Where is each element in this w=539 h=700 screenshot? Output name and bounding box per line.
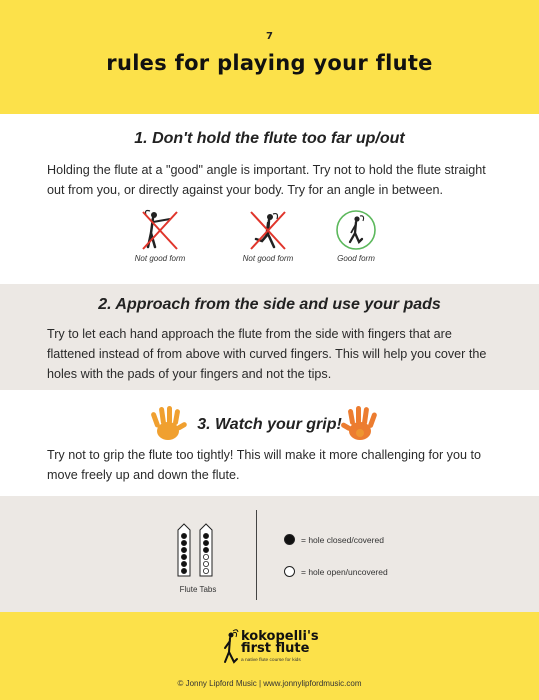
- flute-tabs-figure: [170, 518, 226, 583]
- page-number: 7: [266, 31, 273, 42]
- section3-title: 3. Watch your grip!: [197, 416, 342, 433]
- flute-tab-diagrams: [170, 518, 226, 578]
- section1-body: Holding the flute at a "good" angle is important. Try not to hold the flute straight out from you, or directly against your body. Try for an angle in between.: [47, 163, 486, 197]
- figure-too-close: [223, 209, 313, 263]
- flute-tabs-caption: Flute Tabs: [179, 585, 217, 594]
- section3-body: Try not to grip the flute too tightly! This will make it more challenging for you to move freely up and down the flute.: [47, 448, 481, 482]
- footer-copyright: © Jonny Lipford Music | www.jonnylipfordmusic.com: [177, 679, 362, 688]
- section2-body: Try to let each hand approach the flute from the side with fingers that are flattened instead of from above with curved fingers. This will help you cover the holes with the pads of your fingers and not the tips.: [47, 327, 487, 381]
- page-title: rules for playing your flute: [106, 51, 433, 75]
- hole-closed: [181, 547, 186, 552]
- section-approach: [0, 284, 539, 390]
- header-band: [0, 0, 539, 114]
- filled-circle-icon: [284, 534, 295, 545]
- hole-closed: [181, 561, 186, 566]
- section2-title: 2. Approach from the side and use your pads: [98, 296, 441, 313]
- logo-line2: first flute: [241, 641, 310, 656]
- hole-closed: [181, 554, 186, 559]
- figure1-caption: Not good form: [134, 254, 186, 263]
- legend-closed: [284, 534, 384, 545]
- flute-tab-left: [178, 524, 190, 576]
- empty-circle-icon: [284, 566, 295, 577]
- footer-band: [0, 612, 539, 700]
- legend-open-label: = hole open/uncovered: [301, 566, 388, 577]
- figure-too-far-out: [115, 209, 205, 263]
- section-angle: [0, 114, 539, 284]
- flute-tab-right: [200, 524, 212, 576]
- hole-closed: [203, 540, 208, 545]
- player-good-form-icon: [335, 209, 377, 251]
- hole-open: [203, 554, 208, 559]
- legend-open: [284, 566, 388, 577]
- player-against-body-icon: [248, 209, 288, 251]
- logo-text: [241, 631, 319, 655]
- section1-title: 1. Don't hold the flute too far up/out: [134, 130, 405, 147]
- hole-closed: [181, 540, 186, 545]
- right-hand-icon: [340, 404, 382, 444]
- legend-closed-label: = hole closed/covered: [301, 534, 384, 545]
- hole-closed: [203, 533, 208, 538]
- hole-open: [203, 561, 208, 566]
- section-grip: [0, 390, 539, 496]
- figure-good-form: [311, 209, 401, 263]
- kokopelli-logo-icon: [222, 628, 240, 668]
- hole-closed: [181, 533, 186, 538]
- hole-open: [203, 568, 208, 573]
- hole-closed: [203, 547, 208, 552]
- tabs-divider: [256, 510, 257, 600]
- logo-line1: kokopelli's: [241, 629, 319, 644]
- hole-closed: [181, 568, 186, 573]
- figure2-caption: Not good form: [242, 254, 294, 263]
- logo-tagline: a native flute course for kids: [241, 658, 301, 663]
- section-flute-tabs: [0, 496, 539, 612]
- player-straight-out-icon: [140, 209, 180, 251]
- figure3-caption: Good form: [337, 254, 375, 263]
